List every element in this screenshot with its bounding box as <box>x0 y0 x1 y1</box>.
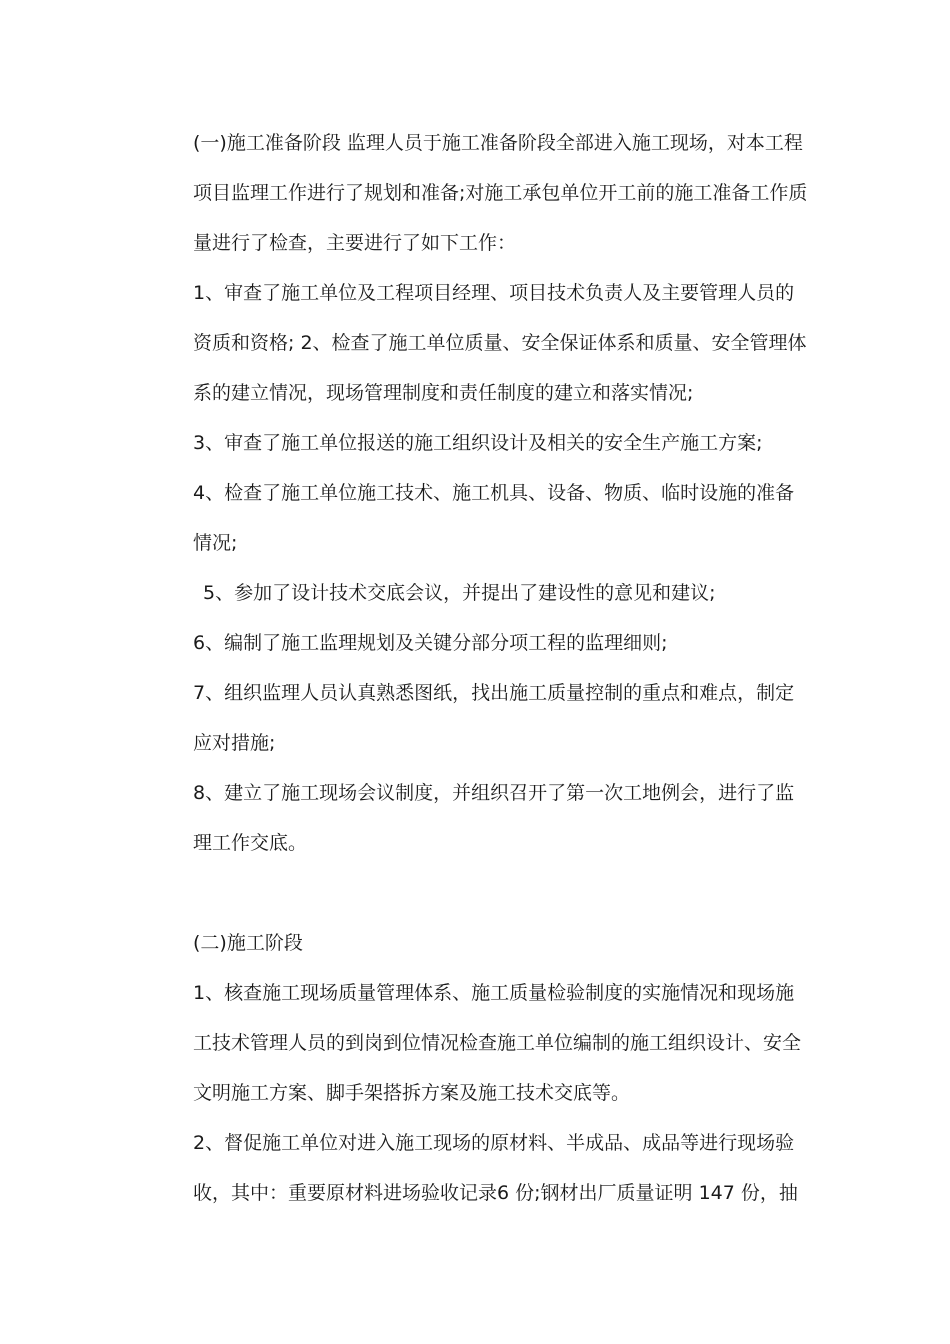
section1-item-6: 6、编制了施工监理规划及关键分部分项工程的监理细则; <box>193 632 668 654</box>
section1-item-5: 5、参加了设计技术交底会议，并提出了建设性的意见和建议; <box>203 582 716 604</box>
section-spacer <box>193 868 810 918</box>
section1-item-3: 3、审查了施工单位报送的施工组织设计及相关的安全生产施工方案; <box>193 432 763 454</box>
section1-item-1-2: 1、审查了施工单位及工程项目经理、项目技术负责人及主要管理人员的资质和资格; 2、检查了施工单位质量、安全保证体系和质量、安全管理体系的建立情况，现场管理制度和责任制度的建立和落实情况; <box>193 282 807 404</box>
section2-item-2: 2、督促施工单位对进入施工现场的原材料、半成品、成品等进行现场验收，其中：重要原材料进场验收记录6 份;钢材出厂质量证明 147 份，抽 <box>193 1132 798 1204</box>
document-body <box>193 118 810 1218</box>
section2-heading: (二)施工阶段 <box>193 932 303 954</box>
section1-heading-paragraph: (一)施工准备阶段 监理人员于施工准备阶段全部进入施工现场，对本工程项目监理工作进行了规划和准备;对施工承包单位开工前的施工准备工作质量进行了检查，主要进行了如下工作： <box>193 132 808 254</box>
section1-item-7: 7、组织监理人员认真熟悉图纸，找出施工质量控制的重点和难点，制定应对措施; <box>193 682 795 754</box>
section2-item-1: 1、核查施工现场质量管理体系、施工质量检验制度的实施情况和现场施工技术管理人员的到岗到位情况检查施工单位编制的施工组织设计、安全文明施工方案、脚手架搭拆方案及施工技术交底等。 <box>193 982 802 1104</box>
section1-item-8: 8、建立了施工现场会议制度，并组织召开了第一次工地例会，进行了监理工作交底。 <box>193 782 795 854</box>
section1-item-4: 4、检查了施工单位施工技术、施工机具、设备、物质、临时设施的准备情况; <box>193 482 795 554</box>
